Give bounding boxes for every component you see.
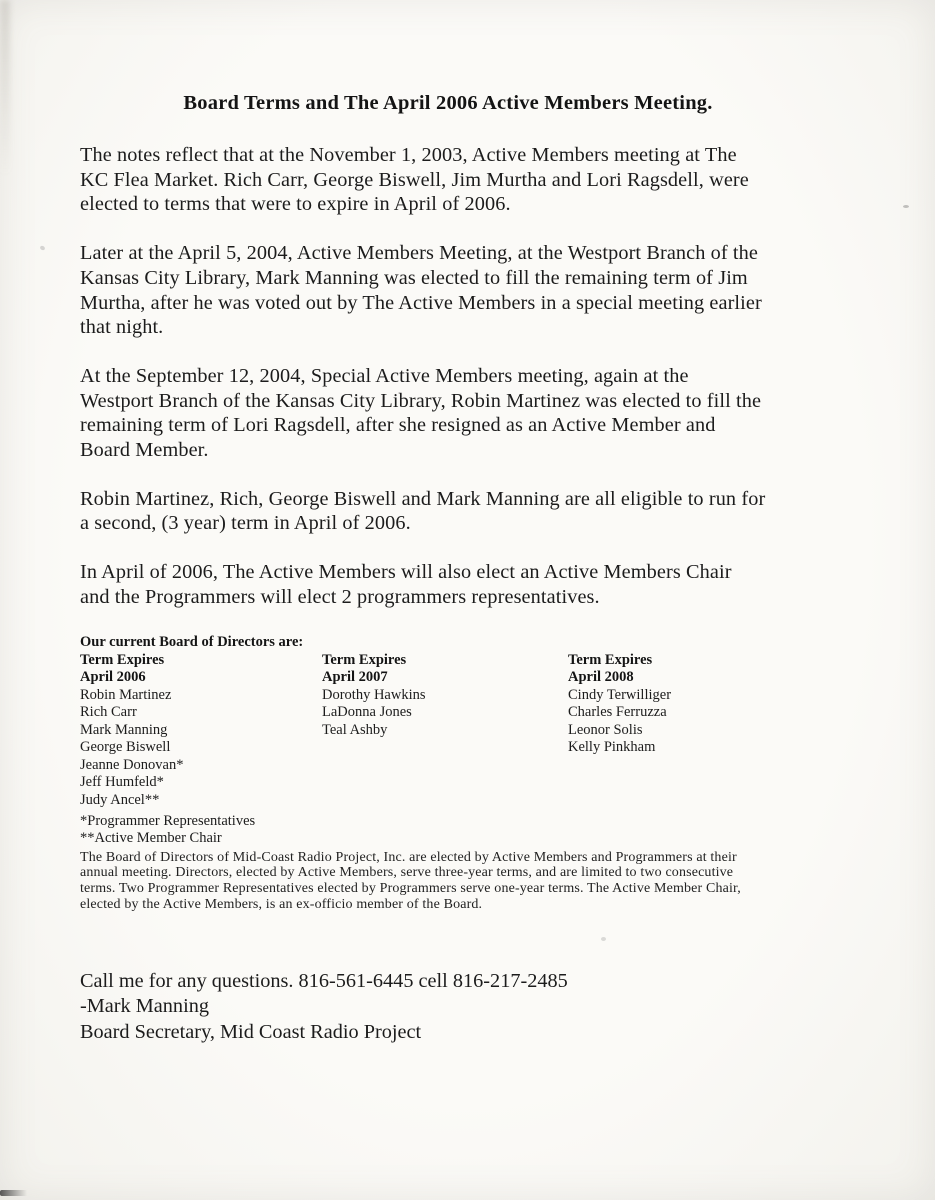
paragraph-line: Murtha, after he was voted out by The Active Members in a special meeting earlier (80, 291, 762, 314)
board-section-heading: Our current Board of Directors are: (80, 633, 304, 650)
paragraph-line: The notes reflect that at the November 1, 2003, Active Members meeting at The (80, 144, 737, 166)
paragraph-line: Later at the April 5, 2004, Active Members Meeting, at the Westport Branch of the (80, 242, 759, 265)
closing-name-line: -Mark Manning (80, 995, 209, 1018)
document-content (80, 92, 816, 1045)
paragraph-line: and the Programmers will elect 2 programmers representatives. (80, 585, 600, 608)
paragraph-line: remaining term of Lori Ragsdell, after she resigned as an Active Member and (80, 414, 716, 437)
board-member: Cindy Terwilliger (568, 686, 672, 703)
board-member: George Biswell (80, 739, 171, 756)
column-header: Term Expires (322, 651, 407, 668)
board-footnotes (80, 813, 816, 848)
paragraph-2 (80, 241, 816, 340)
paragraph-line: At the September 12, 2004, Special Active Members meeting, again at the (80, 364, 689, 387)
paragraph-line: KC Flea Market. Rich Carr, George Biswell, Jim Murtha and Lori Ragsdell, were (80, 168, 749, 191)
fine-print-line: terms. Two Programmer Representatives elected by Programmers serve one-year terms. The Active Member Chair, (80, 881, 741, 897)
paragraph-line: a second, (3 year) term in April of 2006. (80, 512, 411, 535)
closing-contact-line: Call me for any questions. 816-561-6445 cell 816-217-2485 (80, 969, 568, 992)
paragraph-1 (80, 143, 816, 217)
column-subheader: April 2006 (80, 669, 146, 686)
board-member: Judy Ancel** (80, 791, 160, 808)
scan-artifact (903, 205, 909, 208)
board-member: Leonor Solis (568, 721, 643, 738)
paragraph-3 (80, 364, 816, 463)
board-column-april-2008 (568, 652, 816, 757)
column-subheader: April 2007 (322, 669, 388, 686)
board-member: Kelly Pinkham (568, 739, 656, 756)
scan-artifact (39, 245, 45, 251)
paragraph-line: Kansas City Library, Mark Manning was elected to fill the remaining term of Jim (80, 266, 748, 289)
board-member: Dorothy Hawkins (322, 686, 426, 703)
paragraph-line: Board Member. (80, 439, 209, 462)
paragraph-line: elected to terms that were to expire in April of 2006. (80, 193, 511, 216)
paragraph-4 (80, 487, 816, 536)
scan-artifact (0, 0, 10, 220)
board-column-april-2007 (322, 652, 568, 740)
fine-print-line: annual meeting. Directors, elected by Active Members, serve three-year terms, and are limited to two consecutive (80, 865, 734, 881)
board-member: Rich Carr (80, 704, 137, 721)
board-member: Robin Martinez (80, 686, 172, 703)
paragraph-line: Robin Martinez, Rich, George Biswell and Mark Manning are all eligible to run for (80, 487, 766, 510)
board-columns (80, 652, 816, 810)
closing-signature-block (80, 969, 816, 1045)
footnote-programmer-reps: *Programmer Representatives (80, 813, 256, 830)
fine-print-line: elected by the Active Members, is an ex-officio member of the Board. (80, 897, 483, 913)
column-header: Term Expires (80, 651, 165, 668)
board-of-directors-section (80, 634, 816, 913)
board-fine-print (80, 850, 816, 913)
column-subheader: April 2008 (568, 669, 634, 686)
document-title: Board Terms and The April 2006 Active Members Meeting. (183, 92, 713, 114)
column-header: Term Expires (568, 651, 653, 668)
board-column-april-2006 (80, 652, 322, 810)
board-member: Teal Ashby (322, 721, 388, 738)
board-member: LaDonna Jones (322, 704, 412, 721)
fine-print-line: The Board of Directors of Mid-Coast Radio Project, Inc. are elected by Active Members and Programmers at their (80, 849, 737, 865)
closing-role-line: Board Secretary, Mid Coast Radio Project (80, 1020, 422, 1043)
paragraph-line: Westport Branch of the Kansas City Library, Robin Martinez was elected to fill the (80, 389, 762, 412)
board-member: Jeff Humfeld* (80, 774, 164, 791)
scan-artifact (0, 1190, 30, 1196)
paragraph-5 (80, 560, 816, 609)
paragraph-line: In April of 2006, The Active Members will also elect an Active Members Chair (80, 561, 732, 584)
board-member: Jeanne Donovan* (80, 756, 184, 773)
footnote-active-member-chair: **Active Member Chair (80, 830, 222, 847)
board-member: Mark Manning (80, 721, 168, 738)
paragraph-line: that night. (80, 316, 164, 339)
board-member: Charles Ferruzza (568, 704, 667, 721)
